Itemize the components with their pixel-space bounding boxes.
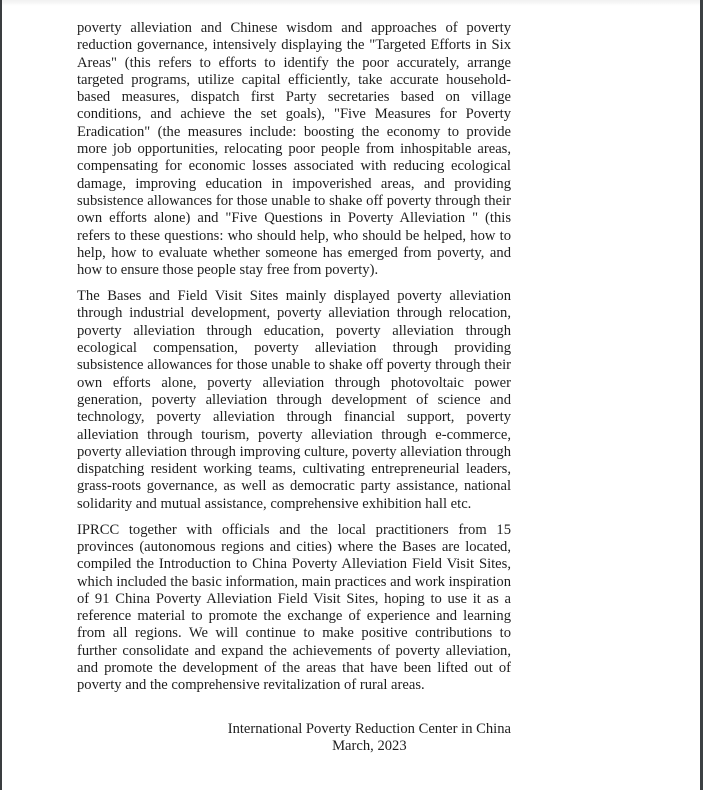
signature-organization: International Poverty Reduction Center in China <box>227 720 511 737</box>
signature-date: March, 2023 <box>332 737 407 754</box>
page-top-shadow <box>2 0 700 6</box>
paragraph-bases-and-sites: The Bases and Field Visit Sites mainly displayed poverty alleviation through industrial development, poverty alleviation through relocation, poverty alleviation through education, poverty alleviation through ecological compensation, poverty alleviation through providing subsistence allowances for those unable to shake off poverty through their own efforts alone, poverty alleviation through photovoltaic power generation, poverty alleviation through development of science and technology, poverty alleviation through financial support, poverty alleviation through tourism, poverty alleviation through e-commerce, poverty alleviation through improving culture, poverty alleviation through dispatching resident working teams, cultivating entrepreneurial leaders, grass-roots governance, as well as democratic party assistance, national solidarity and mutual assistance, comprehensive exhibition hall etc. <box>77 288 511 512</box>
viewer-left-border <box>0 0 2 790</box>
signature-block <box>77 721 511 756</box>
document-page <box>77 20 511 755</box>
paragraph-targeted-efforts: poverty alleviation and Chinese wisdom and approaches of poverty reduction governance, intensively displaying the "Targeted Efforts in Six Areas" (this refers to efforts to identify the poor accurately, arrange targeted programs, utilize capital efficiently, take accurate household-based measures, dispatch first Party secretaries based on village conditions, and achieve the set goals), "Five Measures for Poverty Eradication" (the measures include: boosting the economy to provide more job opportunities, relocating poor people from inhospitable areas, compensating for economic losses associated with reducing ecological damage, improving education in impoverished areas, and providing subsistence allowances for those unable to shake off poverty through their own efforts alone) and "Five Questions in Poverty Alleviation " (this refers to these questions: who should help, who should be helped, how to help, how to evaluate whether someone has emerged from poverty, and how to ensure those people stay free from poverty). <box>77 20 511 279</box>
paragraph-iprcc-compilation: IPRCC together with officials and the local practitioners from 15 provinces (autonomous regions and cities) where the Bases are located, compiled the Introduction to China Poverty Alleviation Field Visit Sites, which included the basic information, main practices and work inspiration of 91 China Poverty Alleviation Field Visit Sites, hoping to use it as a reference material to promote the exchange of experience and learning from all regions. We will continue to make positive contributions to further consolidate and expand the achievements of poverty alleviation, and promote the development of the areas that have been lifted out of poverty and the comprehensive revitalization of rural areas. <box>77 521 511 694</box>
